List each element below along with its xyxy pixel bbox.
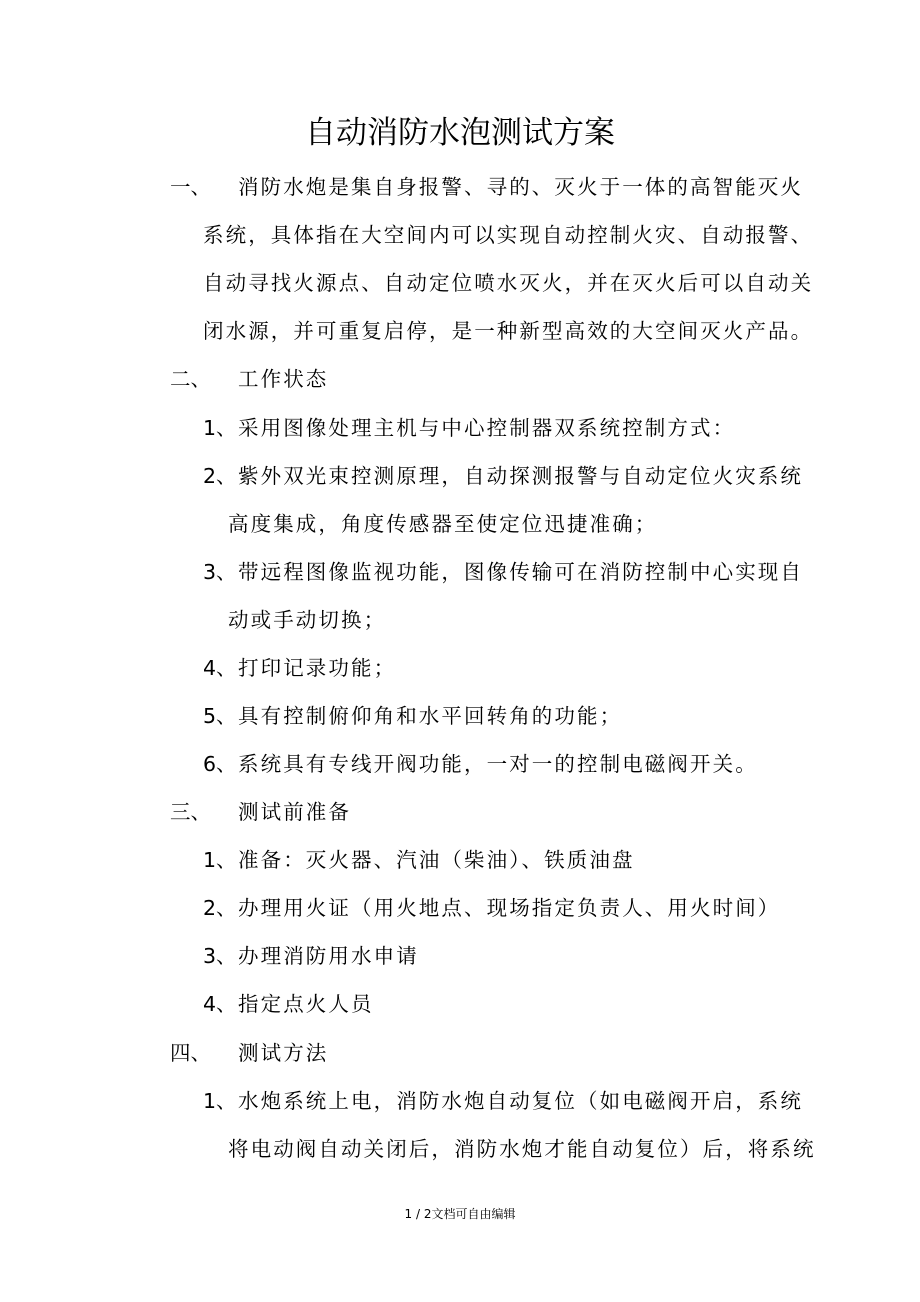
section-1-line-3: 自动寻找火源点、自动定位喷水灭火，并在灭火后可以自动关 xyxy=(203,271,814,295)
section-4-item-1-number: 1、 xyxy=(203,1089,237,1113)
section-3-item-3-line-1: 办理消防用水申请 xyxy=(238,944,419,968)
section-3-item-4-line-1: 指定点火人员 xyxy=(238,992,374,1016)
page-footer: 1 / 2文档可自由编辑 xyxy=(404,1207,516,1221)
section-3-item-1-number: 1、 xyxy=(203,848,237,872)
section-2-item-3-number: 3、 xyxy=(203,560,237,584)
section-3-item-1-line-1: 准备：灭火器、汽油（柴油）、铁质油盘 xyxy=(238,848,635,872)
section-3-item-2-number: 2、 xyxy=(203,896,237,920)
section-2-item-5-line-1: 具有控制俯仰角和水平回转角的功能； xyxy=(238,704,623,728)
section-3-number: 三、 xyxy=(170,800,211,824)
section-2-heading: 工作状态 xyxy=(238,367,329,391)
section-2-item-2-line-2: 高度集成，角度传感器至使定位迅捷准确； xyxy=(228,512,658,536)
section-4-number: 四、 xyxy=(170,1041,211,1065)
section-2-item-3-line-2: 动或手动切换； xyxy=(228,608,387,632)
section-2-item-4-line-1: 打印记录功能； xyxy=(238,656,397,680)
document-title: 自动消防水泡测试方案 xyxy=(305,115,615,151)
section-2-item-1-number: 1、 xyxy=(203,416,237,440)
section-2-item-4-number: 4、 xyxy=(203,656,237,680)
section-2-item-1-line-1: 采用图像处理主机与中心控制器双系统控制方式： xyxy=(238,416,736,440)
section-2-item-5-number: 5、 xyxy=(203,704,237,728)
section-2-item-2-number: 2、 xyxy=(203,464,237,488)
section-1-number: 一、 xyxy=(170,175,211,199)
section-3-heading: 测试前准备 xyxy=(238,800,351,824)
section-3-item-2-line-1: 办理用火证（用火地点、现场指定负责人、用火时间） xyxy=(238,896,781,920)
section-2-item-6-line-1: 系统具有专线开阀功能，一对一的控制电磁阀开关。 xyxy=(238,752,758,776)
section-3-item-3-number: 3、 xyxy=(203,944,237,968)
section-1-line-4: 闭水源，并可重复启停，是一种新型高效的大空间灭火产品。 xyxy=(203,319,814,343)
section-4-item-1-line-2: 将电动阀自动关闭后，消防水炮才能自动复位）后，将系统 xyxy=(228,1137,816,1161)
section-2-item-2-line-1: 紫外双光束控测原理，自动探测报警与自动定位火灾系统 xyxy=(238,464,803,488)
section-3-item-4-number: 4、 xyxy=(203,992,237,1016)
section-4-item-1-line-1: 水炮系统上电，消防水炮自动复位（如电磁阀开启，系统 xyxy=(238,1089,803,1113)
section-2-item-3-line-1: 带远程图像监视功能，图像传输可在消防控制中心实现自 xyxy=(238,560,803,584)
section-4-heading: 测试方法 xyxy=(238,1041,329,1065)
section-2-item-6-number: 6、 xyxy=(203,752,237,776)
section-1-line-1: 消防水炮是集自身报警、寻的、灭火于一体的高智能灭火 xyxy=(238,175,803,199)
section-1-line-2: 系统，具体指在大空间内可以实现自动控制火灾、自动报警、 xyxy=(203,223,814,247)
section-2-number: 二、 xyxy=(170,367,211,391)
